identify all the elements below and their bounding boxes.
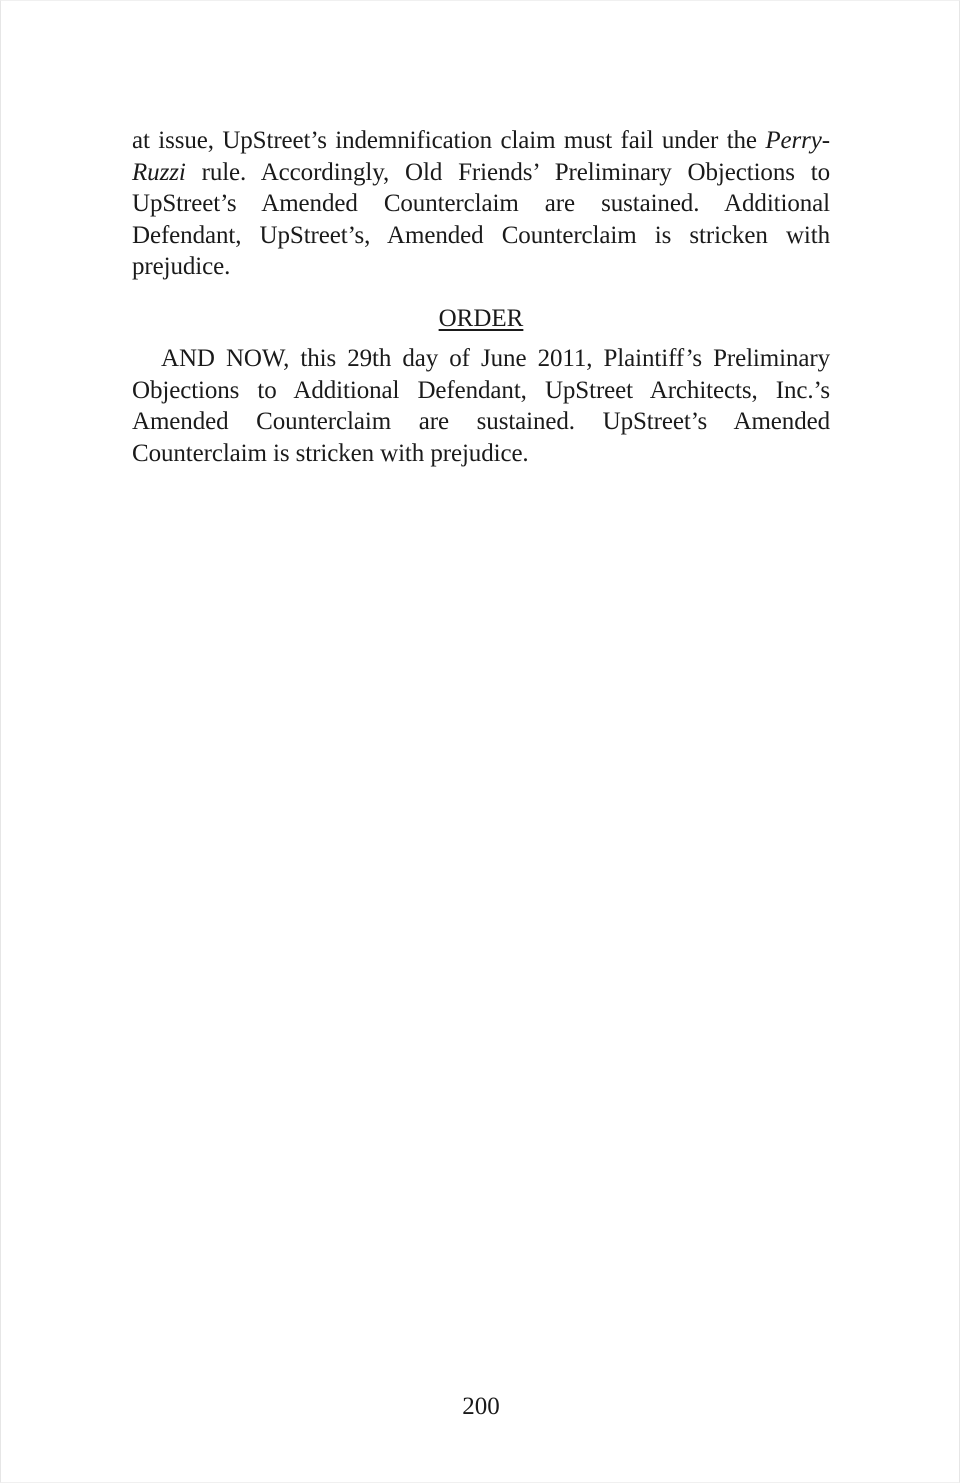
body-paragraph-conclusion xyxy=(132,125,830,283)
paragraph-text-end: rule. Accordingly, Old Friends’ Preliminary Objections to UpStreet’s Amended Counterclaim are sustained. Additional Defendant, UpStreet’s, Amended Counterclaim is stricken with prejudice. xyxy=(132,158,830,280)
order-heading-text: ORDER xyxy=(438,305,524,332)
paragraph-text-start: at issue, UpStreet’s indemnification claim must fail under the xyxy=(132,127,766,154)
page-number: 200 xyxy=(462,1393,500,1420)
order-paragraph: AND NOW, this 29th day of June 2011, Plaintiff’s Preliminary Objections to Additional Defendant, UpStreet Architects, Inc.’s Amended Counterclaim are sustained. UpStreet’s Amended Counterclaim is stricken with prejudice. xyxy=(132,345,830,467)
order-heading xyxy=(132,303,830,335)
case-name-italic: Perry-Ruzzi xyxy=(132,127,830,186)
